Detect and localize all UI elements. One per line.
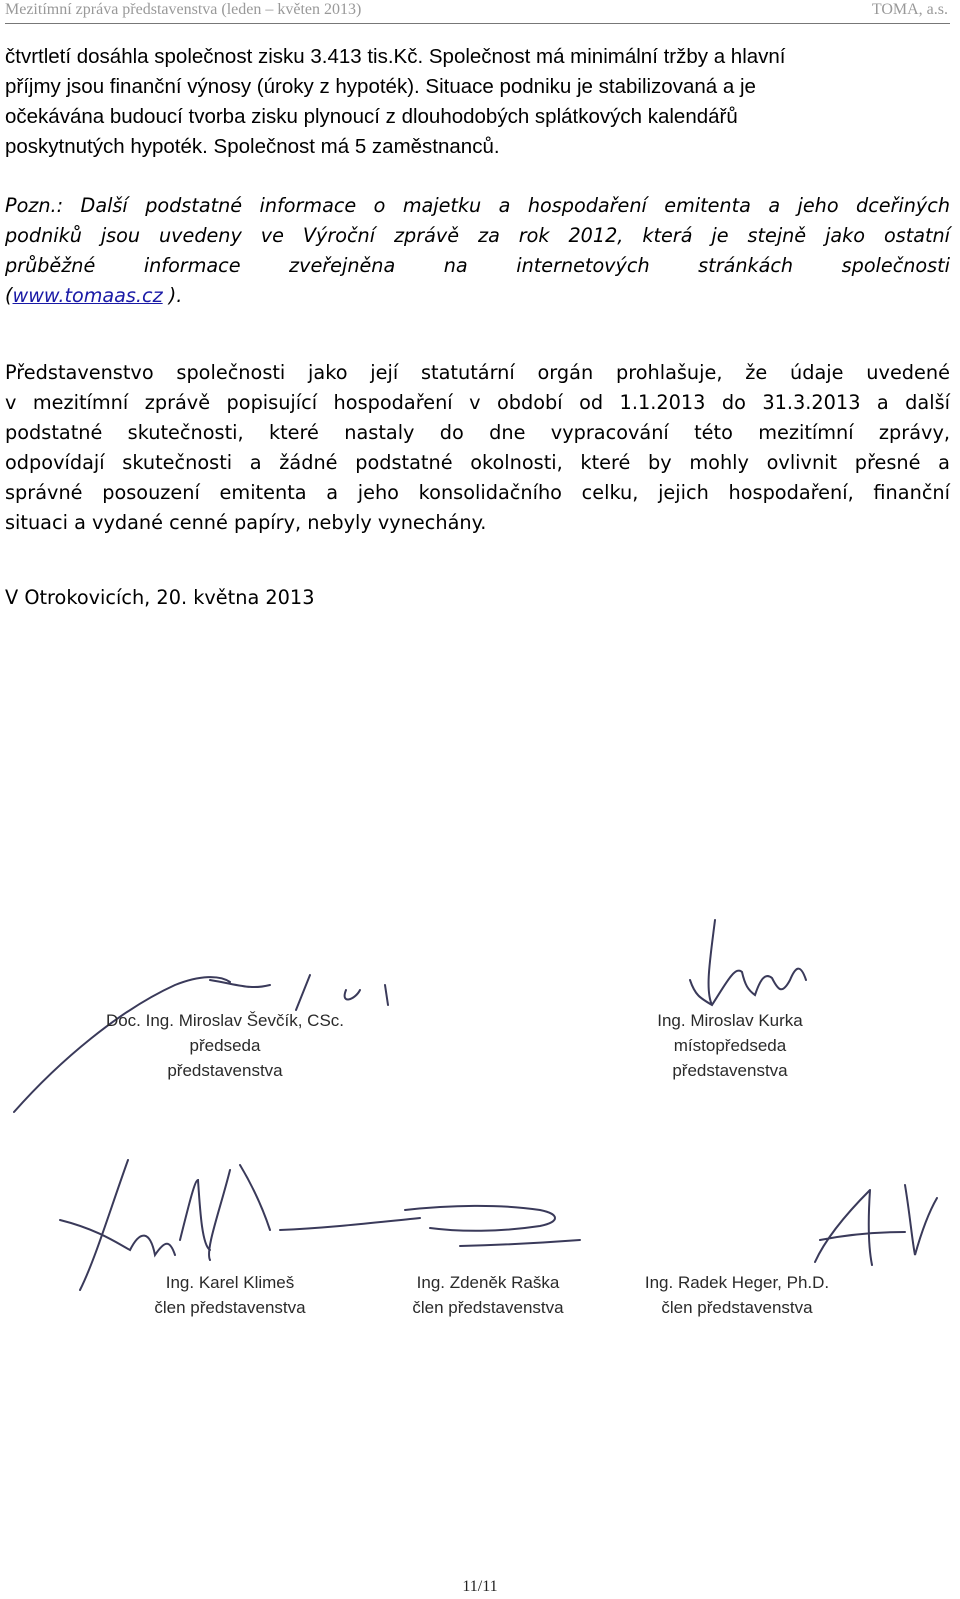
text-line: podniků jsou uvedeny ve Výroční zprávě za rok 2012, která je stejně jako ostatní bbox=[5, 224, 950, 247]
text-line: podstatné skutečnosti, které nastaly do dne vypracování této mezitímní zprávy, bbox=[5, 421, 950, 444]
text-line: čtvrtletí dosáhla společnost zisku 3.413 tis.Kč. Společnost má minimální tržby a hlavní bbox=[5, 45, 786, 68]
link-prefix: ( bbox=[5, 284, 13, 307]
signatory-role: předseda bbox=[189, 1036, 261, 1055]
text-line: v mezitímní zprávě popisující hospodaření v období od 1.1.2013 do 31.3.2013 a další bbox=[5, 391, 950, 414]
signature-raska bbox=[280, 1206, 580, 1246]
signature-block-sevcik bbox=[70, 1008, 380, 1083]
signature-block-klimes bbox=[120, 1270, 340, 1320]
text-line: správné posouzení emitenta a jeho konsolidačního celku, jejich hospodaření, finanční bbox=[5, 481, 950, 504]
signature-block-kurka bbox=[600, 1008, 860, 1083]
website-link[interactable]: www.tomaas.cz bbox=[12, 284, 163, 307]
signature-block-raska bbox=[378, 1270, 598, 1320]
signatory-name: Doc. Ing. Miroslav Ševčík, CSc. bbox=[105, 1011, 345, 1030]
text-line: průběžné informace zveřejněna na internetových stránkách společnosti bbox=[5, 254, 950, 277]
signatory-name: Ing. Miroslav Kurka bbox=[657, 1011, 803, 1030]
text-line: Pozn.: Další podstatné informace o majetku a hospodaření emitenta a jeho dceřiných bbox=[5, 194, 950, 217]
header-company: TOMA, a.s. bbox=[871, 1, 948, 18]
text-line: příjmy jsou finanční výnosy (úroky z hypoték). Situace podniku je stabilizovaná a je bbox=[5, 75, 756, 98]
signature-block-heger bbox=[612, 1270, 862, 1320]
text-line: Představenstvo společnosti jako její statutární orgán prohlašuje, že údaje uvedené bbox=[5, 361, 950, 384]
signatory-role: člen představenstva bbox=[154, 1298, 306, 1317]
text-line: odpovídají skutečnosti a žádné podstatné okolnosti, které by mohly ovlivnit přesné a bbox=[5, 451, 950, 474]
signature-kurka bbox=[690, 920, 806, 1005]
signatory-role: místopředseda bbox=[673, 1036, 787, 1055]
signatory-role: člen představenstva bbox=[412, 1298, 564, 1317]
signatory-role: představenstva bbox=[672, 1061, 788, 1080]
text-line: situaci a vydané cenné papíry, nebyly vynechány. bbox=[5, 511, 487, 534]
signatory-role: člen představenstva bbox=[661, 1298, 813, 1317]
place-date: V Otrokovicích, 20. května 2013 bbox=[5, 586, 315, 609]
signatory-name: Ing. Radek Heger, Ph.D. bbox=[644, 1273, 830, 1292]
signatory-name: Ing. Karel Klimeš bbox=[165, 1273, 295, 1292]
text-line: poskytnutých hypoték. Společnost má 5 zaměstnanců. bbox=[5, 135, 500, 158]
header-title: Mezitímní zpráva představenstva (leden – květen 2013) bbox=[5, 1, 362, 18]
page-number: 11/11 bbox=[462, 1578, 498, 1595]
signatory-name: Ing. Zdeněk Raška bbox=[416, 1273, 560, 1292]
text-line: očekávána budoucí tvorba zisku plynoucí z dlouhodobých splátkových kalendářů bbox=[5, 105, 738, 128]
signature-heger bbox=[815, 1185, 937, 1265]
signatory-role: představenstva bbox=[167, 1061, 283, 1080]
link-suffix: ). bbox=[162, 284, 183, 307]
